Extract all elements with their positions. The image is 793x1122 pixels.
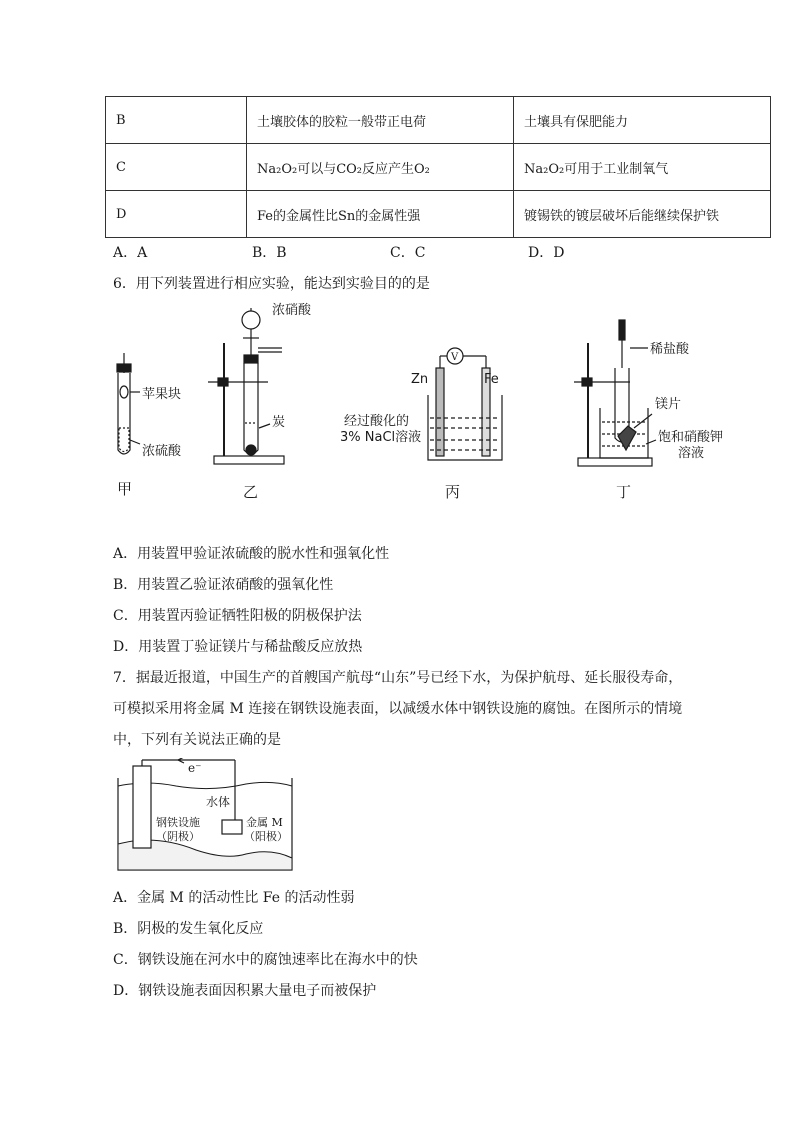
q7-stem-line-1: 7．据最近报道，中国生产的首艘国产航母“山东”号已经下水，为保护航母、延长服役寿命，	[113, 670, 683, 686]
ding-solution-label: 溶液	[678, 446, 705, 461]
yi-carbon-label: 炭	[272, 415, 286, 430]
ding-kno3-label: 饱和硝酸钾	[658, 430, 724, 445]
caption-yi: 乙	[243, 483, 259, 501]
water-label: 水体	[206, 795, 231, 809]
apparatus-yi	[208, 308, 284, 464]
steel-label: 钢铁设施	[156, 816, 200, 829]
apparatus-ding	[574, 320, 656, 466]
table-row	[106, 191, 771, 238]
bing-solution-label-2: 3% NaCl溶液	[340, 430, 422, 445]
row-label: D	[106, 191, 247, 238]
q7-corrosion-figure	[116, 758, 296, 874]
steel-cathode-label: （阴极）	[156, 830, 200, 843]
q6-choice-b[interactable]: B．用装置乙验证浓硝酸的强氧化性	[113, 577, 334, 593]
ding-hcl-label: 稀盐酸	[650, 342, 690, 357]
q7-choice-d[interactable]: D．钢铁设施表面因积累大量电子而被保护	[113, 983, 377, 999]
table-row	[106, 144, 771, 191]
apparatus-bing	[428, 348, 502, 460]
ding-mg-label: 镁片	[655, 397, 682, 412]
options-table	[105, 96, 771, 238]
q5-choice-c[interactable]: C．C	[390, 245, 426, 261]
caption-jia: 甲	[117, 480, 133, 498]
row-conclusion: 土壤具有保肥能力	[514, 97, 771, 144]
caption-bing: 丙	[445, 483, 461, 501]
row-statement: Fe的金属性比Sn的金属性强	[247, 191, 514, 238]
row-conclusion: Na₂O₂可用于工业制氧气	[514, 144, 771, 191]
row-statement: 土壤胶体的胶粒一般带正电荷	[247, 97, 514, 144]
q6-choice-d[interactable]: D．用装置丁验证镁片与稀盐酸反应放热	[113, 639, 363, 655]
jia-acid-label: 浓硫酸	[142, 444, 182, 459]
fe-label: Fe	[484, 372, 499, 387]
row-label: B	[106, 97, 247, 144]
q5-choice-d[interactable]: D．D	[528, 245, 565, 261]
metal-m-label: 金属 M	[246, 816, 283, 829]
yi-acid-label: 浓硝酸	[272, 303, 312, 318]
caption-ding: 丁	[616, 483, 632, 501]
q7-choice-b[interactable]: B．阴极的发生氧化反应	[113, 921, 264, 937]
q6-apparatus-figure	[100, 298, 740, 508]
zn-label: Zn	[411, 372, 429, 387]
q6-stem: 6．用下列装置进行相应实验，能达到实验目的的是	[113, 276, 430, 292]
metal-anode-label: （阳极）	[244, 830, 288, 843]
row-label: C	[106, 144, 247, 191]
voltmeter-label: V	[451, 352, 459, 363]
apparatus-jia	[117, 353, 140, 454]
q5-choice-b[interactable]: B．B	[252, 245, 287, 261]
q7-choice-c[interactable]: C．钢铁设施在河水中的腐蚀速率比在海水中的快	[113, 952, 418, 968]
table-row	[106, 97, 771, 144]
bing-solution-label-1: 经过酸化的	[344, 414, 410, 429]
q7-stem-line-3: 中，下列有关说法正确的是	[113, 732, 281, 748]
row-conclusion: 镀锡铁的镀层破坏后能继续保护铁	[514, 191, 771, 238]
q5-choice-a[interactable]: A．A	[113, 245, 148, 261]
q7-stem-line-2: 可模拟采用将金属 M 连接在钢铁设施表面，以减缓水体中钢铁设施的腐蚀。在图所示的情境	[113, 701, 683, 717]
electron-label: e⁻	[188, 761, 202, 775]
jia-apple-label: 苹果块	[142, 387, 182, 402]
q7-choice-a[interactable]: A．金属 M 的活动性比 Fe 的活动性弱	[113, 890, 355, 906]
q6-choice-a[interactable]: A．用装置甲验证浓硫酸的脱水性和强氧化性	[113, 546, 390, 562]
row-statement: Na₂O₂可以与CO₂反应产生O₂	[247, 144, 514, 191]
q6-choice-c[interactable]: C．用装置丙验证牺牲阳极的阴极保护法	[113, 608, 362, 624]
